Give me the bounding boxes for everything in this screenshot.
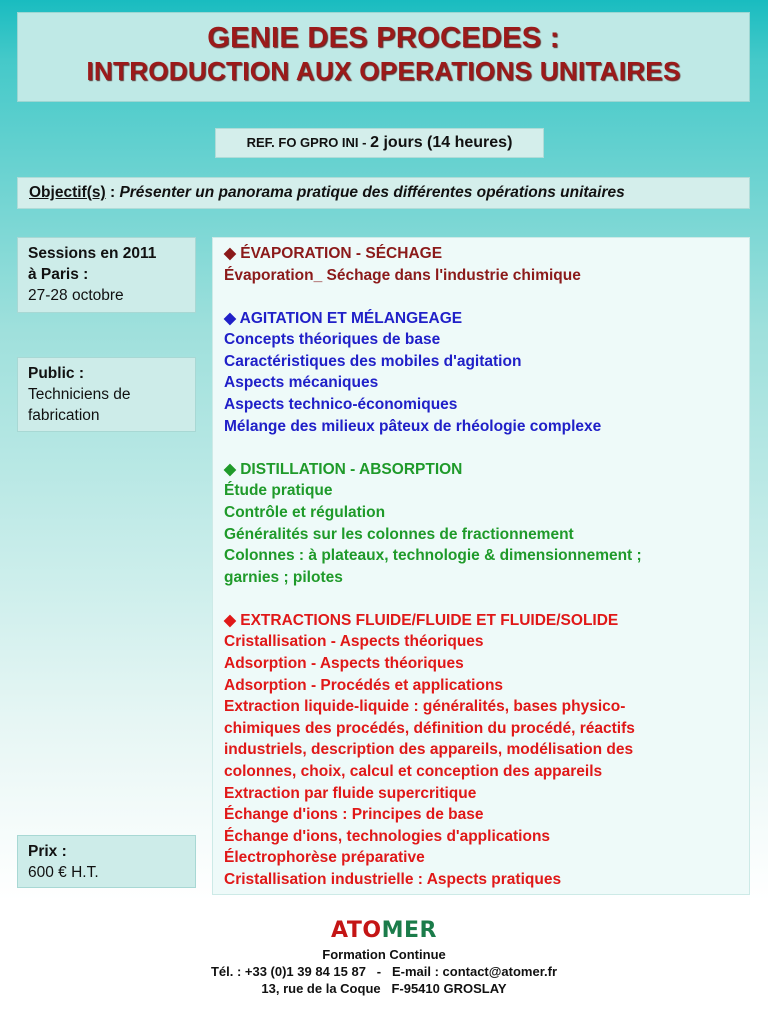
reference-box	[215, 128, 544, 158]
list-item: Cristallisation industrielle : Aspects pratiques	[224, 870, 562, 888]
list-item: Contrôle et régulation	[224, 503, 386, 521]
list-item: Cristallisation - Aspects théoriques	[224, 633, 484, 651]
list-item: industriels, description des appareils, modélisation des	[224, 741, 634, 759]
list-item: Extraction par fluide supercritique	[224, 784, 477, 802]
price-box	[17, 835, 196, 888]
page-subtitle: INTRODUCTION AUX OPERATIONS UNITAIRES	[86, 56, 681, 86]
public-value-line1: Techniciens de	[28, 386, 131, 403]
list-item: Colonnes : à plateaux, technologie & dimensionnement ;	[224, 547, 642, 565]
section-evaporation	[224, 243, 738, 286]
section-agitation	[224, 308, 738, 438]
section-extractions	[224, 610, 738, 891]
public-label: Public :	[28, 365, 84, 382]
sessions-box	[17, 237, 196, 313]
objective-text: Présenter un panorama pratique des différentes opérations unitaires	[119, 184, 625, 201]
list-item: Extraction liquide-liquide : généralités, bases physico-	[224, 698, 626, 716]
footer-contact: Tél. : +33 (0)1 39 84 15 87 - E-mail : contact@atomer.fr	[210, 964, 558, 979]
list-item: Concepts théoriques de base	[224, 331, 441, 349]
page-title: GENIE DES PROCEDES :	[207, 22, 560, 54]
reference-code: REF. FO GPRO INI	[246, 135, 359, 150]
objective-box	[17, 177, 750, 209]
list-item: Étude pratique	[224, 482, 333, 500]
logo-part-mer: MER	[381, 918, 437, 943]
footer-tagline: Formation Continue	[322, 947, 446, 962]
price-label: Prix :	[28, 843, 67, 860]
public-box	[17, 357, 196, 432]
list-item: colonnes, choix, calcul et conception des appareils	[224, 762, 603, 780]
footer-address: 13, rue de la Coque F-95410 GROSLAY	[261, 981, 507, 996]
title-banner	[17, 12, 750, 102]
list-item: Aspects technico-économiques	[224, 396, 458, 414]
list-item: chimiques des procédés, définition du procédé, réactifs	[224, 719, 635, 737]
price-value: 600 € H.T.	[28, 864, 99, 881]
list-item: Adsorption - Procédés et applications	[224, 676, 504, 694]
section-heading: ◆ DISTILLATION - ABSORPTION	[224, 460, 463, 478]
duration: 2 jours (14 heures)	[370, 134, 513, 151]
list-item: Échange d'ions, technologies d'applications	[224, 827, 551, 845]
footer	[0, 918, 768, 997]
list-item: Aspects mécaniques	[224, 374, 379, 392]
program-box	[212, 237, 750, 895]
sessions-location: à Paris :	[28, 266, 89, 283]
list-item: Adsorption - Aspects théoriques	[224, 655, 464, 672]
reference-separator: -	[358, 135, 371, 150]
section-distillation	[224, 459, 738, 589]
atomer-logo	[0, 918, 768, 943]
list-item: garnies ; pilotes	[224, 568, 343, 586]
list-item: Échange d'ions : Principes de base	[224, 806, 484, 824]
logo-part-ato: ATO	[331, 918, 382, 943]
sessions-dates: 27-28 octobre	[28, 287, 124, 304]
list-item: Généralités sur les colonnes de fractionnement	[224, 525, 574, 543]
list-item: Évaporation_ Séchage dans l'industrie chimique	[224, 266, 581, 284]
sessions-label: Sessions en 2011	[28, 245, 157, 262]
list-item: Caractéristiques des mobiles d'agitation	[224, 352, 522, 370]
section-heading: ◆ ÉVAPORATION - SÉCHAGE	[224, 245, 443, 262]
list-item: Mélange des milieux pâteux de rhéologie complexe	[224, 417, 602, 435]
objective-separator: :	[105, 184, 120, 201]
section-heading: ◆ AGITATION ET MÉLANGEAGE	[224, 309, 463, 327]
section-heading: ◆ EXTRACTIONS FLUIDE/FLUIDE ET FLUIDE/SOLIDE	[224, 611, 619, 629]
list-item: Électrophorèse préparative	[224, 849, 425, 867]
public-value-line2: fabrication	[28, 407, 100, 424]
objective-label: Objectif(s)	[29, 184, 106, 201]
